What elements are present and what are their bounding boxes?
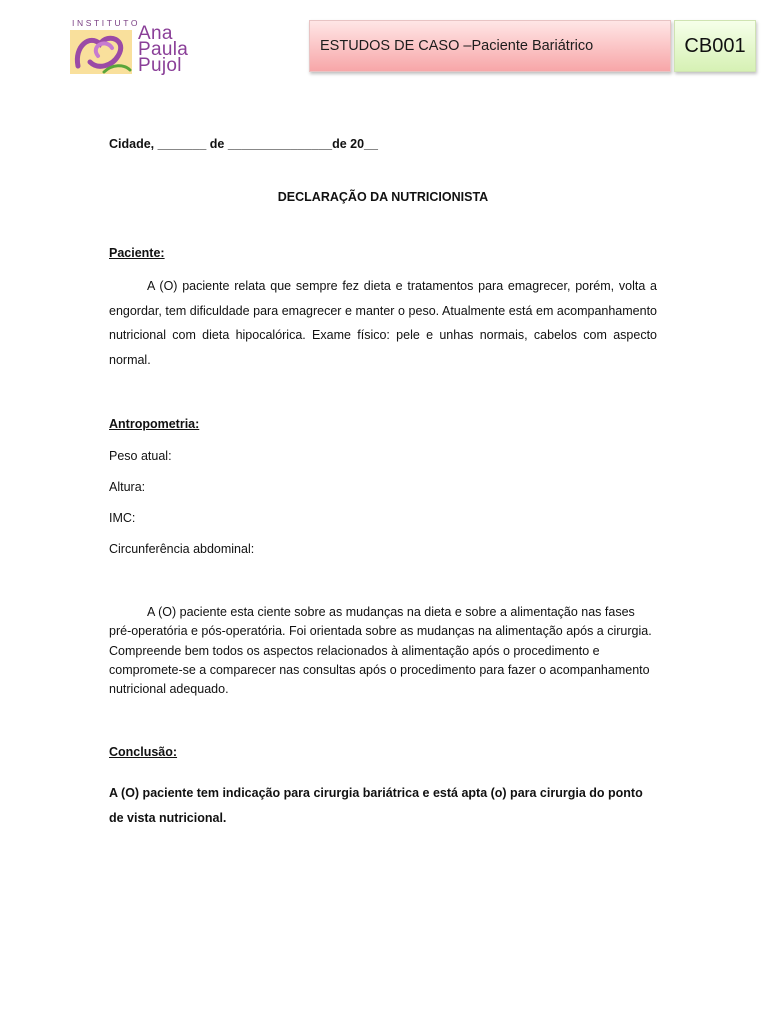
logo-name (138, 23, 189, 76)
document-heading: DECLARAÇÃO DA NUTRICIONISTA (277, 190, 489, 204)
field-weight: Peso atual: (109, 449, 172, 463)
logo-flower-icon (68, 26, 134, 76)
logo-name-line-1: Ana (138, 23, 173, 44)
header-title-prefix: ESTUDOS DE CASO – (320, 38, 472, 54)
field-height: Altura: (109, 480, 146, 494)
institute-logo (68, 18, 218, 76)
conclusion-label: Conclusão: (109, 745, 178, 759)
logo-institute-text: INSTITUTO (72, 18, 141, 28)
conclusion-paragraph: A (O) paciente tem indicação para cirurgia bariátrica e está apta (o) para cirurgia do ponto de vista nutricional. (109, 786, 643, 825)
case-code: CB001 (684, 34, 746, 57)
patient-paragraph: A (O) paciente relata que sempre fez dieta e tratamentos para emagrecer, porém, volta a engordar, tem dificuldade para emagrecer e manter o peso. Atualmente está em acompanhamento nutricional com dieta hipocalórica. Exame físico: pele e unhas normais, cabelos com aspecto normal. (109, 279, 657, 367)
logo-name-line-3: Pujol (138, 55, 182, 76)
header-title-main: Paciente Bariátrico (471, 38, 594, 54)
date-line: Cidade, _______ de _______________de 20__ (109, 137, 378, 151)
awareness-paragraph: A (O) paciente esta ciente sobre as mudanças na dieta e sobre a alimentação nas fases pré-operatória e pós-operatória. Foi orientada sobre as mudanças na alimentação após a cirurgia. Compreende bem todos os aspectos relacionados à alimentação após o procedimento e compromete-se a comparecer nas consultas após o procedimento para fazer o acompanhamento nutricional adequado. (109, 605, 652, 697)
field-waist: Circunferência abdominal: (109, 542, 255, 556)
header-title-box (309, 20, 671, 72)
patient-label: Paciente: (109, 246, 165, 260)
anthropometry-label: Antropometria: (109, 417, 200, 431)
field-bmi: IMC: (109, 511, 136, 525)
case-code-box (674, 20, 756, 72)
logo-name-line-2: Paula (138, 39, 189, 60)
